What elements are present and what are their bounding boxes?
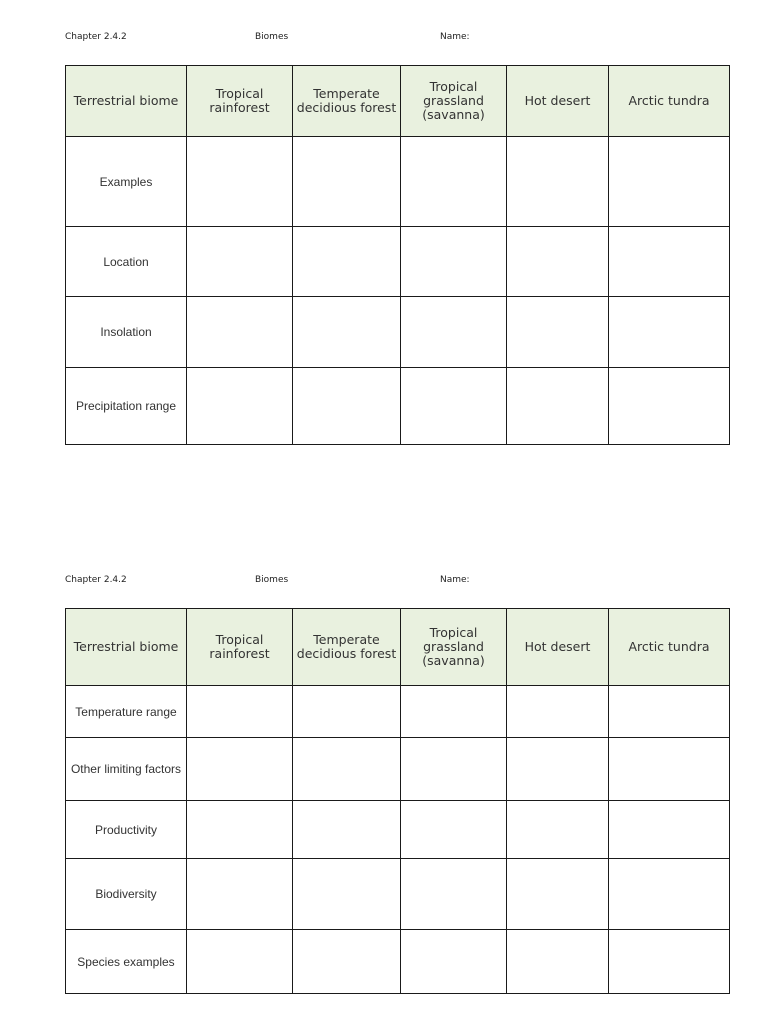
answer-cell[interactable] [507, 368, 609, 445]
biome-table [65, 65, 730, 445]
row-label: Insolation [66, 297, 187, 368]
answer-cell[interactable] [609, 686, 730, 738]
answer-cell[interactable] [507, 297, 609, 368]
answer-cell[interactable] [609, 137, 730, 227]
answer-cell[interactable] [401, 686, 507, 738]
column-header: Arctic tundra [609, 609, 730, 686]
answer-cell[interactable] [507, 227, 609, 297]
column-header: Hot desert [507, 66, 609, 137]
answer-cell[interactable] [187, 801, 293, 859]
column-header: Tropical rainforest [187, 609, 293, 686]
answer-cell[interactable] [293, 368, 401, 445]
answer-cell[interactable] [293, 930, 401, 994]
answer-cell[interactable] [609, 859, 730, 930]
answer-cell[interactable] [609, 930, 730, 994]
column-header: Tropical rainforest [187, 66, 293, 137]
column-header: Terrestrial biome [66, 66, 187, 137]
column-header: Temperate decidious forest [293, 66, 401, 137]
answer-cell[interactable] [507, 801, 609, 859]
answer-cell[interactable] [293, 297, 401, 368]
table-row [66, 368, 730, 445]
answer-cell[interactable] [507, 859, 609, 930]
table-row [66, 930, 730, 994]
biome-table [65, 608, 730, 994]
table-row [66, 801, 730, 859]
topic-label: Biomes [255, 575, 289, 585]
answer-cell[interactable] [401, 738, 507, 801]
answer-cell[interactable] [609, 227, 730, 297]
name-label: Name: [440, 575, 470, 585]
answer-cell[interactable] [401, 930, 507, 994]
table-row [66, 859, 730, 930]
column-header: Temperate decidious forest [293, 609, 401, 686]
table-row [66, 137, 730, 227]
answer-cell[interactable] [293, 859, 401, 930]
topic-label: Biomes [255, 32, 289, 42]
column-header: Hot desert [507, 609, 609, 686]
answer-cell[interactable] [401, 297, 507, 368]
table-row [66, 297, 730, 368]
column-header: Terrestrial biome [66, 609, 187, 686]
worksheet-header [0, 32, 768, 46]
row-label: Precipitation range [66, 368, 187, 445]
column-header: Tropical grassland (savanna) [401, 609, 507, 686]
answer-cell[interactable] [507, 738, 609, 801]
answer-cell[interactable] [293, 686, 401, 738]
row-label: Examples [66, 137, 187, 227]
answer-cell[interactable] [293, 137, 401, 227]
column-header: Arctic tundra [609, 66, 730, 137]
answer-cell[interactable] [507, 930, 609, 994]
table-header-row [66, 609, 730, 686]
chapter-label: Chapter 2.4.2 [65, 575, 127, 585]
answer-cell[interactable] [187, 227, 293, 297]
table-header-row [66, 66, 730, 137]
answer-cell[interactable] [609, 368, 730, 445]
answer-cell[interactable] [609, 738, 730, 801]
answer-cell[interactable] [507, 137, 609, 227]
table-row [66, 738, 730, 801]
name-label: Name: [440, 32, 470, 42]
row-label: Species examples [66, 930, 187, 994]
worksheet-header [0, 575, 768, 589]
answer-cell[interactable] [401, 801, 507, 859]
answer-cell[interactable] [507, 686, 609, 738]
answer-cell[interactable] [187, 738, 293, 801]
answer-cell[interactable] [401, 227, 507, 297]
answer-cell[interactable] [293, 227, 401, 297]
column-header: Tropical grassland (savanna) [401, 66, 507, 137]
table-row [66, 686, 730, 738]
row-label: Temperature range [66, 686, 187, 738]
answer-cell[interactable] [293, 738, 401, 801]
answer-cell[interactable] [609, 801, 730, 859]
answer-cell[interactable] [187, 297, 293, 368]
answer-cell[interactable] [187, 137, 293, 227]
answer-cell[interactable] [187, 686, 293, 738]
answer-cell[interactable] [293, 801, 401, 859]
row-label: Other limiting factors [66, 738, 187, 801]
table-row [66, 227, 730, 297]
answer-cell[interactable] [401, 137, 507, 227]
row-label: Biodiversity [66, 859, 187, 930]
answer-cell[interactable] [187, 368, 293, 445]
row-label: Location [66, 227, 187, 297]
answer-cell[interactable] [187, 859, 293, 930]
answer-cell[interactable] [187, 930, 293, 994]
row-label: Productivity [66, 801, 187, 859]
chapter-label: Chapter 2.4.2 [65, 32, 127, 42]
answer-cell[interactable] [401, 859, 507, 930]
answer-cell[interactable] [609, 297, 730, 368]
answer-cell[interactable] [401, 368, 507, 445]
